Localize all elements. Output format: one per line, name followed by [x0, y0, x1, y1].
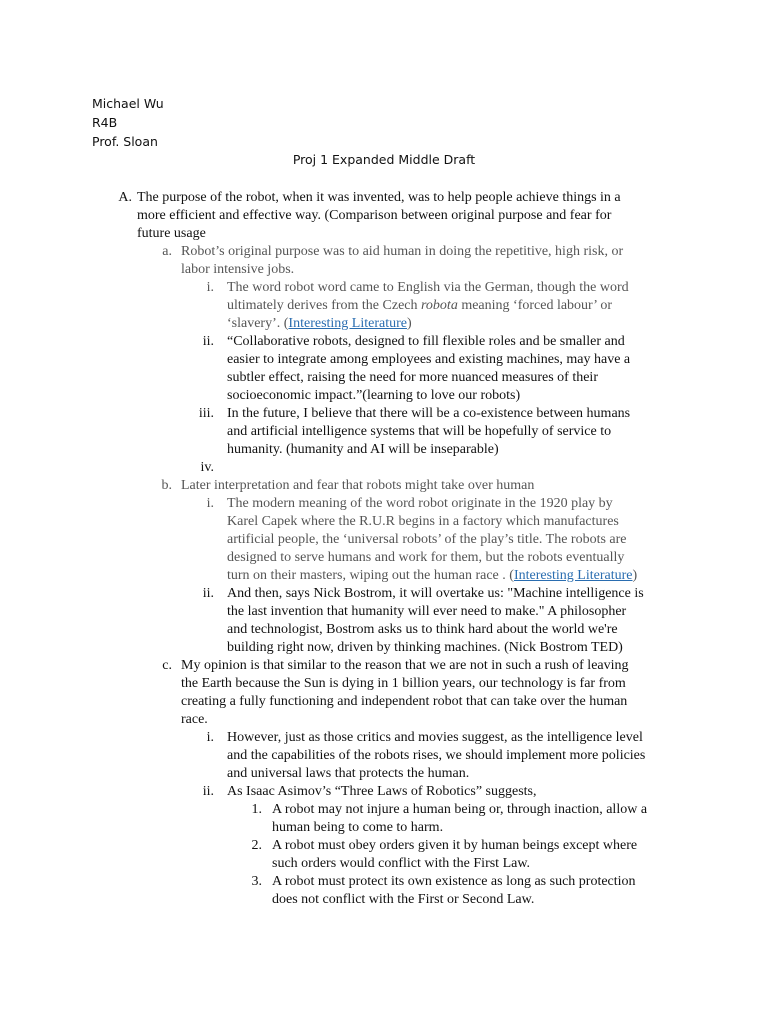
outline-marker-A: A.: [118, 190, 132, 205]
law-2-line-1: A robot must obey orders given it by human beings except where: [272, 838, 638, 853]
outline-a-line-1: Robot’s original purpose was to aid human in doing the repetitive, high risk, or: [181, 244, 624, 259]
outline-b-i-line-5: [227, 567, 637, 585]
law-2-line-2: such orders would conflict with the First Law.: [272, 856, 531, 871]
author-name: Michael Wu: [92, 96, 164, 111]
outline-a-ii-line-1: “Collaborative robots, designed to fill flexible roles and be smaller and: [227, 334, 625, 349]
outline-c-ii-line-1: As Isaac Asimov’s “Three Laws of Robotics” suggests,: [227, 784, 537, 799]
outline-a-ii-line-3: subtler effect, raising the need for more nuanced measures of their: [227, 370, 598, 385]
outline-a-i-line-3: [227, 315, 412, 333]
outline-A-line-3: future usage: [137, 226, 206, 241]
text-span: meaning ‘forced labour’ or: [457, 298, 613, 313]
text-span: ): [632, 568, 638, 583]
outline-b-i-line-2: Karel Capek where the R.U.R begins in a factory which manufactures: [227, 514, 619, 529]
outline-c-i-line-2: and the capabilities of the robots rises, we should implement more policies: [227, 748, 646, 763]
outline-a-ii-line-4: socioeconomic impact.”(learning to love our robots): [227, 388, 521, 403]
outline-A-line-1: The purpose of the robot, when it was invented, was to help people achieve things in a: [137, 190, 621, 205]
document-title: Proj 1 Expanded Middle Draft: [292, 152, 476, 167]
text-span: ): [406, 316, 412, 331]
law-1-line-2: human being to come to harm.: [272, 820, 444, 835]
outline-c-i-line-3: and universal laws that protects the human.: [227, 766, 470, 781]
outline-b-ii-line-2: the last invention that humanity will ever need to make." A philosopher: [227, 604, 627, 619]
text-span: ‘slavery’. (: [227, 316, 289, 331]
outline-a-iii-line-1: In the future, I believe that there will be a co-existence between humans: [227, 406, 631, 421]
outline-a-i-line-2: [227, 297, 612, 315]
emphasis-robota: robota: [421, 298, 458, 313]
outline-b-line-1: Later interpretation and fear that robots might take over human: [181, 478, 535, 493]
outline-c-i-line-1: However, just as those critics and movies suggest, as the intelligence level: [227, 730, 643, 745]
text-span: turn on their masters, wiping out the human race . (: [227, 568, 514, 583]
outline-c-line-1: My opinion is that similar to the reason that we are not in such a rush of leaving: [181, 658, 629, 673]
outline-marker-a-ii: ii.: [202, 334, 214, 349]
outline-a-ii-line-2: easier to integrate among employees and existing machines, may have a: [227, 352, 631, 367]
law-3-line-1: A robot must protect its own existence as long as such protection: [272, 874, 636, 889]
outline-b-ii-line-3: and technologist, Bostrom asks us to think hard about the world we're: [227, 622, 618, 637]
outline-a-line-2: labor intensive jobs.: [181, 262, 295, 277]
outline-a-i-line-1: The word robot word came to English via the German, though the word: [227, 280, 629, 295]
outline-b-i-line-3: artificial people, the ‘universal robots’ of the play’s title. The robots are: [227, 532, 627, 547]
outline-marker-a-iv: iv.: [200, 460, 214, 475]
outline-c-line-2: the Earth because the Sun is dying in 1 billion years, our technology is far from: [181, 676, 626, 691]
outline-c-line-3: creating a fully functioning and independent robot that can take over the human: [181, 694, 628, 709]
law-marker-2: 2.: [251, 838, 262, 853]
outline-marker-b-i: i.: [206, 496, 214, 511]
outline-marker-c-i: i.: [206, 730, 214, 745]
outline-marker-a-iii: iii.: [198, 406, 214, 421]
outline-a-iii-line-3: humanity. (humanity and AI will be inseparable): [227, 442, 499, 457]
interesting-literature-link[interactable]: Interesting Literature: [513, 568, 633, 583]
text-span: ultimately derives from the Czech: [227, 298, 421, 313]
outline-marker-b: b.: [161, 478, 172, 493]
outline-b-ii-line-4: building right now, driven by thinking machines. (Nick Bostrom TED): [227, 640, 623, 655]
outline-b-i-line-1: The modern meaning of the word robot originate in the 1920 play by: [227, 496, 613, 511]
class-section: R4B: [92, 115, 118, 130]
outline-marker-a: a.: [162, 244, 172, 259]
outline-A-line-2: more efficient and effective way. (Comparison between original purpose and fear for: [137, 208, 612, 223]
outline-b-i-line-4: designed to serve humans and work for them, but the robots eventually: [227, 550, 625, 565]
law-1-line-1: A robot may not injure a human being or, through inaction, allow a: [272, 802, 648, 817]
professor-name: Prof. Sloan: [92, 134, 158, 149]
outline-c-line-4: race.: [181, 712, 208, 727]
outline-marker-c: c.: [162, 658, 172, 673]
interesting-literature-link[interactable]: Interesting Literature: [288, 316, 407, 331]
outline-marker-b-ii: ii.: [202, 586, 214, 601]
law-marker-1: 1.: [251, 802, 262, 817]
outline-b-ii-line-1: And then, says Nick Bostrom, it will overtake us: "Machine intelligence is: [227, 586, 644, 601]
law-3-line-2: does not conflict with the First or Second Law.: [272, 892, 535, 907]
outline-marker-c-ii: ii.: [202, 784, 214, 799]
outline-marker-a-i: i.: [206, 280, 214, 295]
law-marker-3: 3.: [251, 874, 262, 889]
outline-a-iii-line-2: and artificial intelligence systems that will be hopefully of service to: [227, 424, 612, 439]
